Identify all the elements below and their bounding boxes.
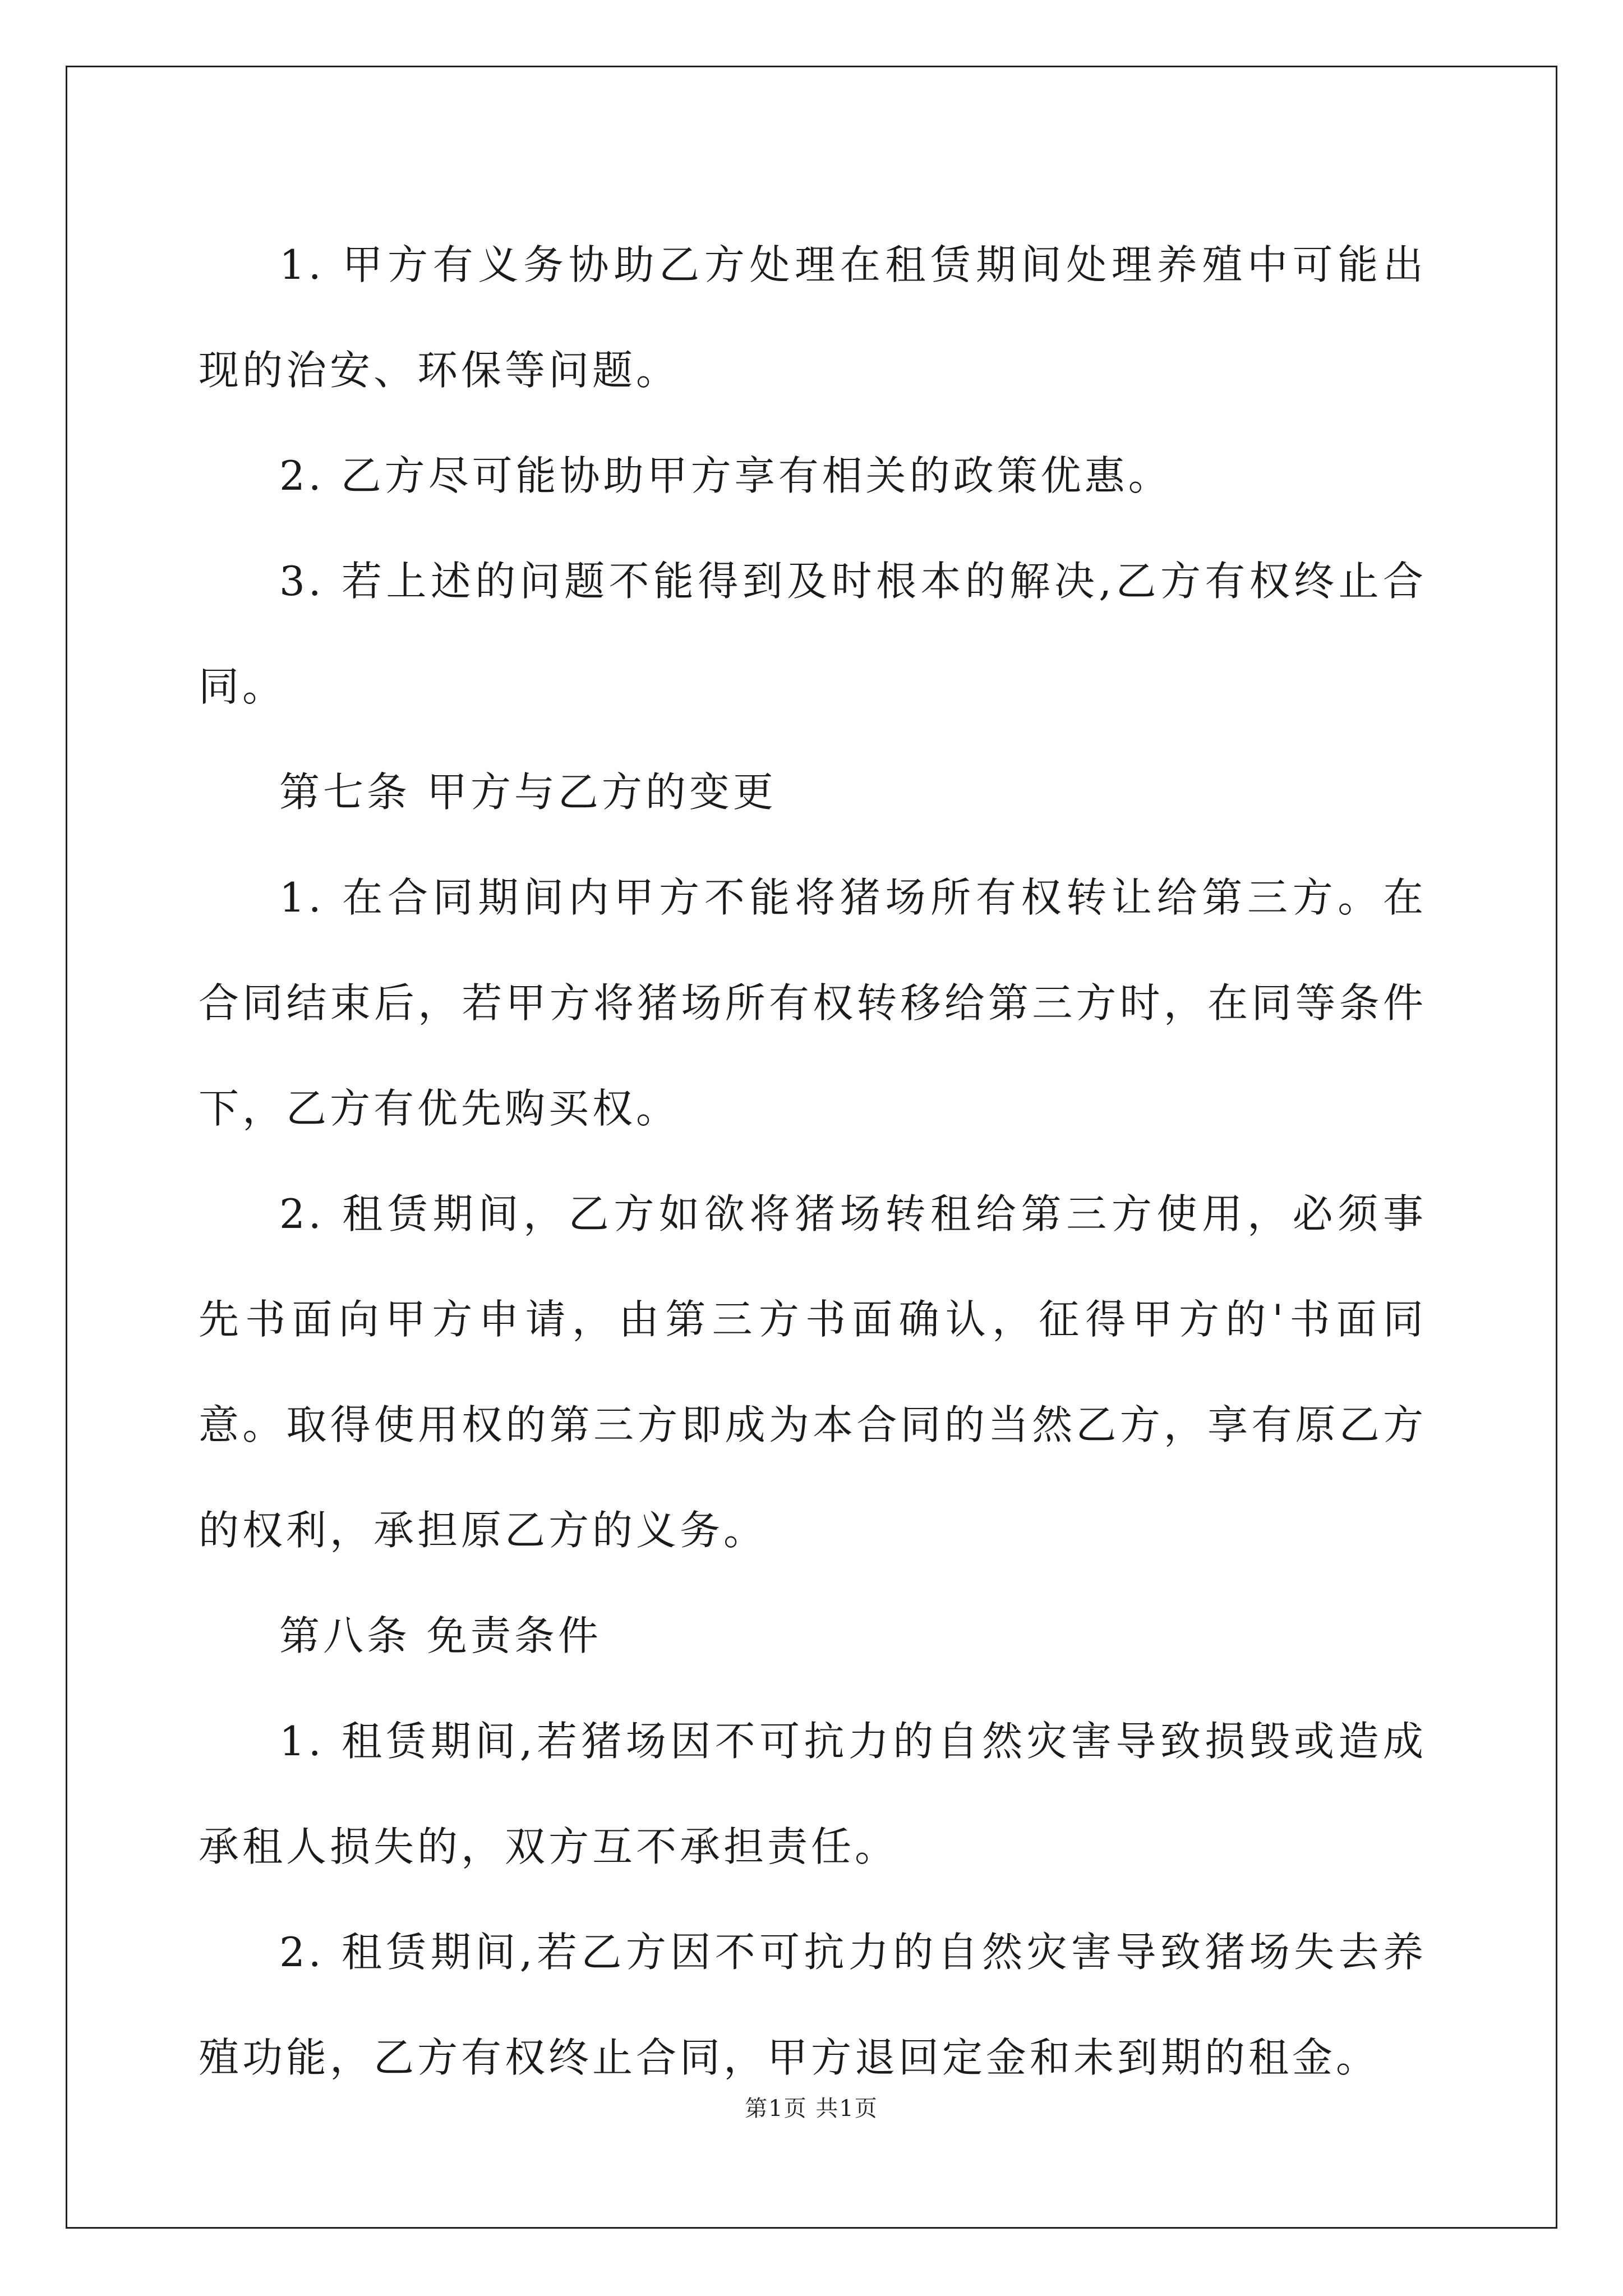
page-number-footer: 第1页 共1页 xyxy=(745,2096,878,2122)
document-body xyxy=(199,212,1427,2110)
section-heading-article-8: 第八条 免责条件 xyxy=(279,1612,602,1659)
paragraph-exemption-2: 2. 租赁期间,若乙方因不可抗力的自然灾害导致猪场失去养殖功能，乙方有权终止合同，甲方退回定金和未到期的租金。 xyxy=(199,1929,1427,2081)
paragraph-obligation-2: 2. 乙方尽可能协助甲方享有相关的政策优惠。 xyxy=(279,452,1172,499)
paragraph-change-2: 2. 租赁期间，乙方如欲将猪场转租给第三方使用，必须事先书面向甲方申请，由第三方书面确认，征得甲方的'书面同意。取得使用权的第三方即成为本合同的当然乙方，享有原乙方的权利，承担原乙方的义务。 xyxy=(199,1190,1427,1554)
paragraph-change-1: 1. 在合同期间内甲方不能将猪场所有权转让给第三方。在合同结束后，若甲方将猪场所有权转移给第三方时，在同等条件下，乙方有优先购买权。 xyxy=(199,874,1427,1132)
paragraph-obligation-1: 1. 甲方有义务协助乙方处理在租赁期间处理养殖中可能出现的治安、环保等问题。 xyxy=(199,241,1427,394)
paragraph-exemption-1: 1. 租赁期间,若猪场因不可抗力的自然灾害导致损毁或造成承租人损失的，双方互不承担责任。 xyxy=(199,1718,1427,1870)
section-heading-article-7: 第七条 甲方与乙方的变更 xyxy=(279,769,777,816)
paragraph-obligation-3: 3. 若上述的问题不能得到及时根本的解决,乙方有权终止合同。 xyxy=(199,558,1427,710)
